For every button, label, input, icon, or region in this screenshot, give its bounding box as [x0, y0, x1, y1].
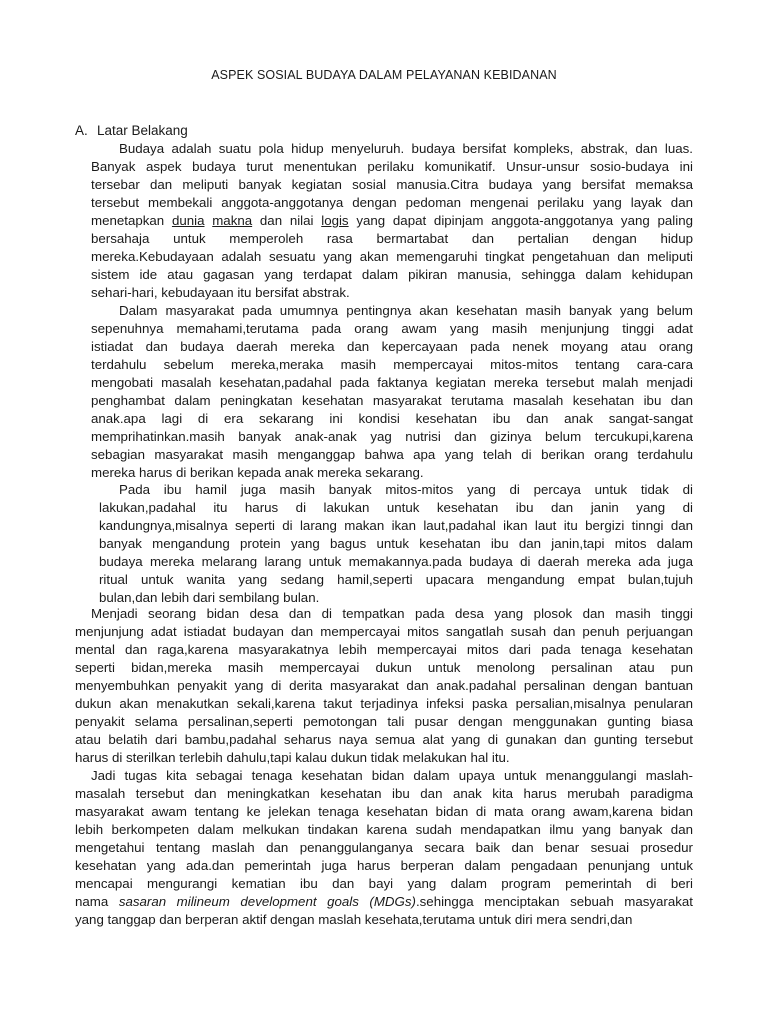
paragraph-5-line [75, 821, 693, 839]
paragraph-3-line [119, 481, 693, 499]
text-run: mereka harus di berikan kepada anak mereka sekarang. [91, 465, 424, 480]
italic-phrase: sasaran milineum development goals (MDGs) [118, 894, 416, 909]
paragraph-4-line [75, 713, 693, 731]
paragraph-3-line [99, 535, 693, 553]
text-run: sepenuhnya memahami,terutama pada orang awam yang masih menjunjung tinggi adat [91, 321, 693, 336]
text-run: .sehingga menciptakan sebuah masyarakat [415, 894, 693, 909]
text-run: menjunjung adat istiadat budayan dan mempercayai mitos sangatlah susah dan penuh perjuangan [75, 624, 693, 639]
text-run: anak.apa lagi di era sekarang ini kondisi kesehatan ibu dan anak sangat-sangat [91, 411, 693, 426]
paragraph-4-line [75, 731, 693, 749]
paragraph-1-line [91, 176, 693, 194]
paragraph-2-line [91, 356, 693, 374]
paragraph-5-line [75, 893, 693, 911]
paragraph-2-line [91, 320, 693, 338]
text-run: mereka.Kebudayaan adalah sesuatu yang akan memengaruhi tingkat pengetahuan dan meliputi [91, 249, 693, 264]
text-run: Dalam masyarakat pada umumnya pentingnya akan kesehatan masih banyak yang belum [119, 303, 693, 318]
text-run: Pada ibu hamil juga masih banyak mitos-mitos yang di percaya untuk tidak di [119, 482, 693, 497]
text-run: penghambat dalam peningkatan kesehatan masyarakat terutama masalah kesehatan ibu dan [91, 393, 693, 408]
text-run: tersebut membekali anggota-anggotanya dengan pedoman mengenai perilaku yang layak dan [91, 195, 693, 210]
text-run: lakukan,padahal itu harus di lakukan untuk kesehatan ibu dan janin yang di [99, 500, 693, 515]
paragraph-2-line [91, 374, 693, 392]
paragraph-2-line [91, 446, 693, 464]
paragraph-5-line [75, 803, 693, 821]
text-run: atau belatih dari bambu,padahal seharus naya semua alat yang di gunakan dan gunting tersebut [75, 732, 693, 747]
text-run: terdahulu sebelum mereka,meraka masih mempercayai mitos-mitos tentang cara-cara [91, 357, 693, 372]
section-letter: A. [75, 123, 88, 138]
paragraph-1-line [91, 212, 693, 230]
text-run: Budaya adalah suatu pola hidup menyeluruh. budaya bersifat kompleks, abstrak, dan luas. [119, 141, 693, 156]
text-run: sebagian masyarakat masih menganggap bahwa apa yang telah di berikan orang terdahulu [91, 447, 693, 462]
text-run: bulan,dan lebih dari sembilang bulan. [99, 590, 320, 605]
section-heading-text: Latar Belakang [97, 123, 188, 138]
paragraph-5-line [75, 857, 693, 875]
text-run: istiadat dan budaya daerah mereka dan kepercayaan pada nenek moyang atau orang [91, 339, 693, 354]
underlined-word: makna [212, 213, 253, 228]
text-run: ritual untuk wanita yang sedang hamil,seperti upacara mengandung empat bulan,tujuh [99, 572, 693, 587]
paragraph-1-line [91, 158, 693, 176]
paragraph-4-line [75, 641, 693, 659]
underlined-word: logis [321, 213, 349, 228]
paragraph-2-line [91, 338, 693, 356]
text-run: budaya mereka melarang larang untuk memakannya.pada budaya di daerah mereka ada juga [99, 554, 693, 569]
paragraph-5-line [75, 875, 693, 893]
paragraph-2-line [119, 302, 693, 320]
document-title: ASPEK SOSIAL BUDAYA DALAM PELAYANAN KEBIDANAN [211, 68, 557, 82]
text-run: dan nilai [252, 213, 322, 228]
text-run: menyembuhkan penyakit yang di derita masyarakat dan anak.padahal persalinan dengan bantuan [75, 678, 693, 693]
text-run: penyakit selama persalinan,seperti pemotongan tali pusar dengan menggunakan gunting biasa [75, 714, 693, 729]
text-run: sistem ide atau gagasan yang terdapat dalam pikiran manusia, sehingga dalam kehidupan [91, 267, 693, 282]
paragraph-1-line [91, 248, 693, 266]
paragraph-4-line [75, 695, 693, 713]
text-run: seperti bidan,mereka masih mempercayai dukun untuk menolong persalinan atau pun [75, 660, 693, 675]
text-run: lebih berkompeten dalam melkukan tindakan karena sudah mendapatkan ilmu yang banyak dan [75, 822, 693, 837]
paragraph-5-line [75, 911, 632, 929]
paragraph-3-line [99, 571, 693, 589]
paragraph-5-line [75, 839, 693, 857]
text-run: nama [75, 894, 119, 909]
text-run: Banyak aspek budaya turut menentukan perilaku komunikatif. Unsur-unsur sosio-budaya ini [91, 159, 693, 174]
text-run: kesehatan yang ada.dan pemerintah juga harus berperan dalam pengadaan penunjang untuk [75, 858, 693, 873]
text-run: dukun akan menakutkan sekali,karena takut terjadinya infeksi paska persalian,misalnya penularan [75, 696, 693, 711]
paragraph-4-line [91, 605, 693, 623]
paragraph-5-line [75, 785, 693, 803]
text-run: masyarakat awam tentang ke jelekan tenaga kesehatan bidan di mata orang awam,karena bidan [75, 804, 693, 819]
text-run: banyak mengandung protein yang bagus untuk kesehatan ibu dan janin,tapi mitos dalam [99, 536, 693, 551]
paragraph-2-line [91, 392, 693, 410]
paragraph-3-line [99, 553, 693, 571]
paragraph-1-line [119, 140, 693, 158]
text-run: masalah tersebut dan meningkatkan kesehatan ibu dan anak kita harus merubah paradigma [75, 786, 693, 801]
text-run: yang tanggap dan berperan aktif dengan maslah kesehata,terutama untuk diri mera sendri,dan [75, 912, 633, 927]
text-run: bersahaja untuk memperoleh rasa bermartabat dan pertalian dengan hidup [91, 231, 693, 246]
text-run: memprihatinkan.masih banyak anak-anak yag nutrisi dan gizinya belum tercukupi,karena [91, 429, 693, 444]
text-run: yang dapat dipinjam anggota-anggotanya yang paling [348, 213, 693, 228]
paragraph-4-line [75, 677, 693, 695]
paragraph-1-line [91, 194, 693, 212]
paragraph-1-line [91, 284, 350, 302]
paragraph-2-line [91, 428, 693, 446]
text-run: tersebar dan meliputi banyak kegiatan sosial manusia.Citra budaya yang bersifat memaksa [91, 177, 693, 192]
paragraph-1-line [91, 230, 693, 248]
paragraph-3-line [99, 499, 693, 517]
paragraph-2-line [91, 410, 693, 428]
paragraph-3-line [99, 517, 693, 535]
text-run: harus di sterilkan terlebih dahulu,tapi kalau dukun tidak melakukan hal itu. [75, 750, 510, 765]
paragraph-4-line [75, 659, 693, 677]
text-run: mengobati masalah kesehatan,padahal pada faktanya kegiatan mereka tersebut malah menjadi [91, 375, 693, 390]
paragraph-1-line [91, 266, 693, 284]
text-run: kandungnya,misalnya seperti di larang makan ikan laut,padahal ikan laut itu bergizi tinngi dan [99, 518, 693, 533]
section-heading [75, 123, 188, 138]
underlined-word: dunia [171, 213, 205, 228]
paragraph-2-line [91, 464, 424, 482]
text-run: mengetahui tentang maslah dan penanggulanganya secara baik dan benar sesuai prosedur [75, 840, 693, 855]
text-run: menetapkan [91, 213, 172, 228]
text-run: sehari-hari, kebudayaan itu bersifat abstrak. [91, 285, 350, 300]
text-run: Menjadi seorang bidan desa dan di tempatkan pada desa yang plosok dan masih tinggi [91, 606, 693, 621]
paragraph-4-line [75, 623, 693, 641]
text-run: mencapai mengurangi kematian ibu dan bayi yang dalam program pemerintah di beri [75, 876, 693, 891]
text-run: mental dan raga,karena masyarakatnya lebih mempercayai mitos dari pada tenaga kesehatan [75, 642, 693, 657]
text-run: Jadi tugas kita sebagai tenaga kesehatan bidan dalam upaya untuk menanggulangi maslah- [91, 768, 693, 783]
paragraph-4-line [75, 749, 510, 767]
paragraph-5-line [91, 767, 693, 785]
